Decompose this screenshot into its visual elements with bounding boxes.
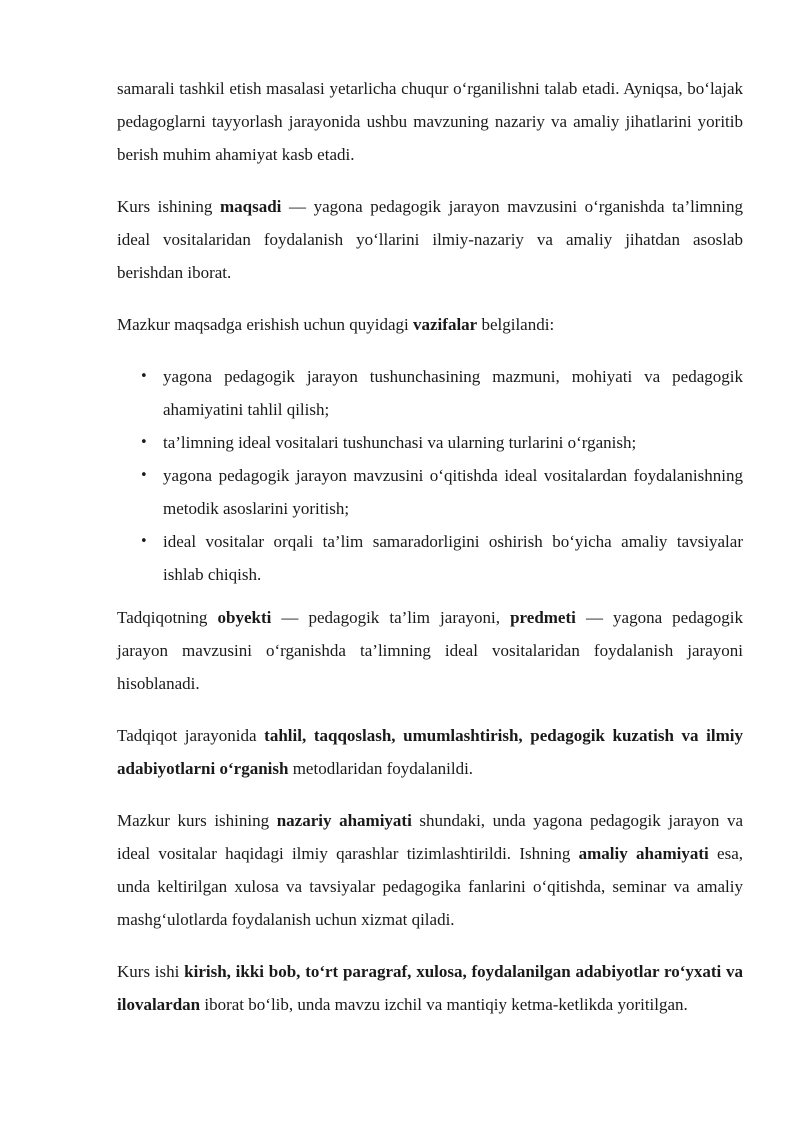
tasks-intro-end: belgilandi: [477, 315, 555, 334]
methods-term: tahlil, taqqoslash, umumlashtirish, pedagogik kuzatish va ilmiy adabiyotlarni o‘rganish [117, 726, 743, 778]
goal-text-start: Kurs ishining [117, 197, 220, 216]
object-term: obyekti [217, 608, 272, 627]
structure-text-end: iborat bo‘lib, unda mavzu izchil va mantiqiy ketma-ketlikda yoritilgan. [200, 995, 688, 1014]
goal-text-end: — yagona pedagogik jarayon mavzusini o‘rganishda ta’limning ideal vositalaridan foydalanish yo‘llarini ilmiy-nazariy va amaliy jihatdan asoslab berishdan iborat. [117, 197, 743, 282]
significance-text-end: esa, unda keltirilgan xulosa va tavsiyalar pedagogika fanlarini o‘qitishda, seminar va amaliy mashg‘ulotlarda foydalanish uchun xizmat qiladi. [117, 844, 743, 929]
tasks-list [117, 360, 743, 591]
subject-term: predmeti [510, 608, 576, 627]
paragraph-intro [117, 72, 743, 171]
paragraph-methods [117, 719, 743, 785]
tasks-intro-start: Mazkur maqsadga erishish uchun quyidagi [117, 315, 414, 334]
structure-text-start: Kurs ishi [117, 962, 185, 981]
theoretical-significance-term: nazariy ahamiyati [276, 811, 412, 830]
structure-term: kirish, ikki bob, to‘rt paragraf, xulosa, foydalanilgan adabiyotlar ro‘yxati va ilovalardan [117, 962, 743, 1014]
paragraph-object-subject [117, 601, 743, 700]
document-body [117, 72, 743, 1021]
paragraph-significance [117, 804, 743, 936]
object-text-middle: — pedagogik ta’lim jarayoni, [271, 608, 511, 627]
significance-text-start: Mazkur kurs ishining [117, 811, 277, 830]
goal-term: maqsadi [220, 197, 282, 216]
list-item: • yagona pedagogik jarayon mavzusini o‘qitishda ideal vositalardan foydalanishning metodik asoslarini yoritish; [117, 459, 743, 525]
methods-text-start: Tadqiqot jarayonida [117, 726, 265, 745]
paragraph-goal [117, 190, 743, 289]
object-text-start: Tadqiqotning [117, 608, 218, 627]
list-item: • ideal vositalar orqali ta’lim samaradorligini oshirish bo‘yicha amaliy tavsiyalar ishlab chiqish. [117, 525, 743, 591]
subject-text-end: — yagona pedagogik jarayon mavzusini o‘rganishda ta’limning ideal vositalaridan foydalanish jarayoni hisoblanadi. [117, 608, 743, 693]
list-item: • ta’limning ideal vositalari tushunchasi va ularning turlarini o‘rganish; [117, 426, 743, 459]
list-item: • yagona pedagogik jarayon tushunchasining mazmuni, mohiyati va pedagogik ahamiyatini tahlil qilish; [117, 360, 743, 426]
practical-significance-term: amaliy ahamiyati [578, 844, 709, 863]
paragraph-tasks-intro [117, 308, 743, 341]
paragraph-structure [117, 955, 743, 1021]
tasks-term: vazifalar [413, 315, 478, 334]
methods-text-end: metodlaridan foydalanildi. [288, 759, 474, 778]
significance-text-middle: shundaki, unda yagona pedagogik jarayon va ideal vositalar haqidagi ilmiy qarashlar tizimlashtirildi. Ishning [117, 811, 743, 863]
paragraph-intro-text: samarali tashkil etish masalasi yetarlicha chuqur o‘rganilishni talab etadi. Ayniqsa, bo‘lajak pedagoglarni tayyorlash jarayonida ushbu mavzuning nazariy va amaliy jihatlarini yoritib berish muhim ahamiyat kasb etadi. [117, 79, 743, 164]
